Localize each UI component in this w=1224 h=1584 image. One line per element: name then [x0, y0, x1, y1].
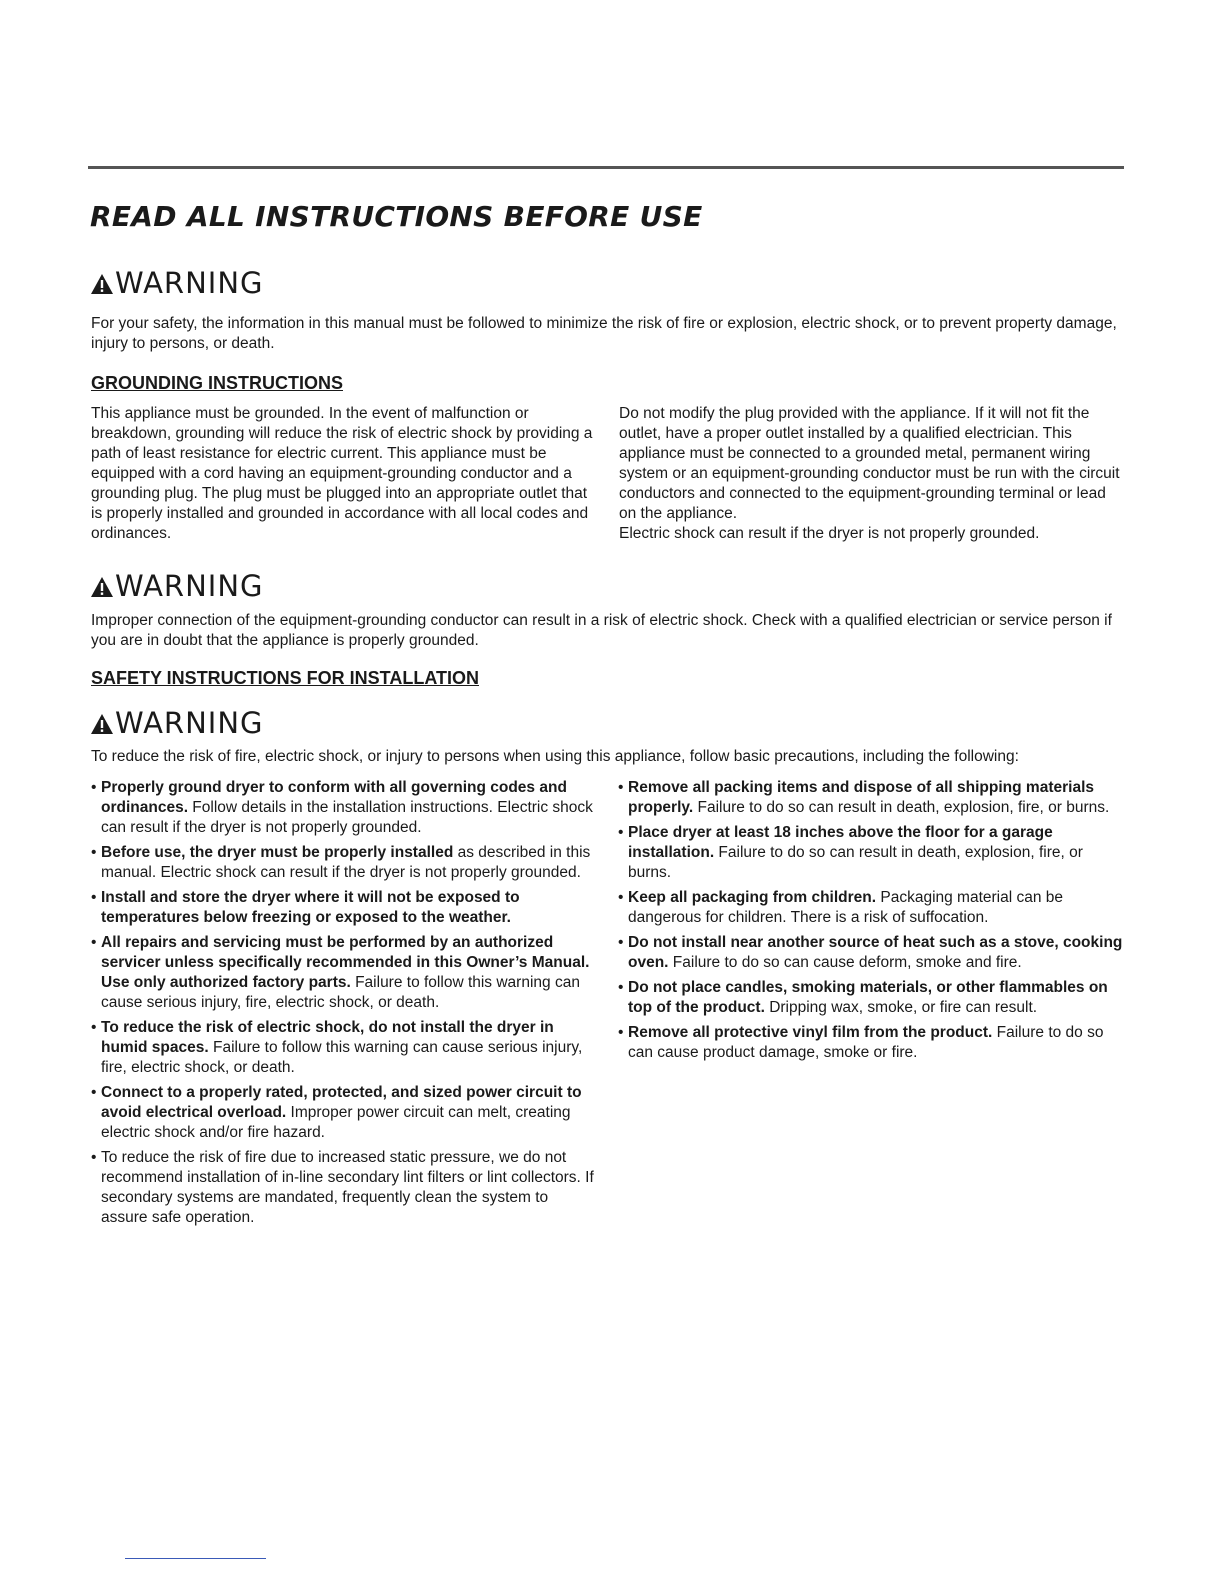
list-item	[91, 888, 596, 928]
top-rule	[88, 166, 1124, 169]
list-item	[618, 823, 1123, 883]
item-text: Failure to do so can result in death, explosion, fire, or burns.	[628, 844, 1083, 881]
item-bold: Before use, the dryer must be properly installed	[101, 844, 454, 861]
warning-triangle-icon	[90, 713, 114, 735]
list-item	[91, 843, 596, 883]
item-text: Failure to do so can result in death, explosion, fire, or burns.	[693, 799, 1110, 816]
installation-heading: SAFETY INSTRUCTIONS FOR INSTALLATION	[91, 668, 479, 688]
item-bold: All repairs and servicing must be performed by an authorized servicer unless specifically recommended in this Owner’s Manual. Use only authorized factory parts.	[101, 934, 590, 991]
item-bold: Connect to a properly rated, protected, and sized power circuit to avoid electrical overload.	[101, 1084, 582, 1121]
footer-rule	[125, 1558, 266, 1559]
item-text: Packaging material can be dangerous for children. There is a risk of suffocation.	[628, 889, 1064, 926]
warning-text: For your safety, the information in this manual must be followed to minimize the risk of fire or explosion, electric shock, or to prevent property damage, injury to persons, or death.	[91, 315, 1117, 352]
list-item	[91, 1148, 596, 1228]
item-bold: Keep all packaging from children.	[628, 889, 877, 906]
item-text: Failure to follow this warning can cause serious injury, fire, electric shock, or death.	[101, 974, 580, 1011]
grounding-right-note: Electric shock can result if the dryer is not properly grounded.	[619, 525, 1040, 542]
grounding-right-column	[619, 404, 1124, 544]
list-item	[91, 933, 596, 1013]
page-title: READ ALL INSTRUCTIONS BEFORE USE	[90, 200, 703, 233]
item-text: Failure to do so can cause deform, smoke and fire.	[668, 954, 1022, 971]
item-text: Failure to do so can cause product damage, smoke or fire.	[628, 1024, 1104, 1061]
item-bold: Remove all packing items and dispose of all shipping materials properly.	[628, 779, 1094, 816]
grounding-heading: GROUNDING INSTRUCTIONS	[91, 373, 343, 393]
list-item	[618, 1023, 1123, 1063]
item-bold: Place dryer at least 18 inches above the floor for a garage installation.	[628, 824, 1053, 861]
installation-right-list	[618, 778, 1123, 1068]
warning-label: WARNING	[115, 266, 264, 300]
warning-triangle-icon	[90, 273, 114, 295]
item-bold: Remove all protective vinyl film from the product.	[628, 1024, 993, 1041]
list-item	[91, 1018, 596, 1078]
list-item	[618, 933, 1123, 973]
warning-triangle-icon	[90, 576, 114, 598]
item-text: To reduce the risk of fire due to increased static pressure, we do not recommend installation of in-line secondary lint filters or lint collectors. If secondary systems are mandated, frequently clean the system to assure safe operation.	[101, 1149, 594, 1226]
item-text: Failure to follow this warning can cause serious injury, fire, electric shock, or death.	[101, 1039, 583, 1076]
grounding-left-text: This appliance must be grounded. In the event of malfunction or breakdown, grounding will reduce the risk of electric shock by providing a path of least resistance for electric current. This appliance must be equipped with a cord having an equipment-grounding conductor and a grounding plug. The plug must be plugged into an appropriate outlet that is properly installed and grounded in accordance with all local codes and ordinances.	[91, 405, 593, 542]
list-item	[618, 778, 1123, 818]
list-item	[618, 978, 1123, 1018]
list-item	[91, 778, 596, 838]
item-bold: Do not install near another source of heat such as a stove, cooking oven.	[628, 934, 1123, 971]
warning-heading	[90, 569, 264, 603]
list-item	[91, 1083, 596, 1143]
item-text: Follow details in the installation instructions. Electric shock can result if the dryer is not properly grounded.	[101, 799, 593, 836]
item-text: Dripping wax, smoke, or fire can result.	[764, 999, 1038, 1016]
item-bold: To reduce the risk of electric shock, do not install the dryer in humid spaces.	[101, 1019, 554, 1056]
warning-heading	[90, 706, 264, 740]
item-bold: Install and store the dryer where it will not be exposed to temperatures below freezing or exposed to the weather.	[101, 889, 520, 926]
installation-intro: To reduce the risk of fire, electric shock, or injury to persons when using this appliance, follow basic precautions, including the following:	[91, 748, 1019, 765]
warning-label: WARNING	[115, 569, 264, 603]
warning-label: WARNING	[115, 706, 264, 740]
installation-left-list	[91, 778, 596, 1233]
item-bold: Do not place candles, smoking materials, or other flammables on top of the product.	[628, 979, 1108, 1016]
grounding-right-text: Do not modify the plug provided with the appliance. If it will not fit the outlet, have a proper outlet installed by a qualified electrician. This appliance must be connected to a grounded metal, permanent wiring system or an equipment-grounding conductor must be run with the circuit conductors and connected to the equipment-grounding terminal or lead on the appliance.	[619, 405, 1120, 522]
item-text: Improper power circuit can melt, creating electric shock and/or fire hazard.	[101, 1104, 571, 1141]
item-text: as described in this manual. Electric shock can result if the dryer is not properly grounded.	[101, 844, 591, 881]
list-item	[618, 888, 1123, 928]
item-bold: Properly ground dryer to conform with all governing codes and ordinances.	[101, 779, 567, 816]
warning-heading	[90, 266, 264, 300]
warning-text: Improper connection of the equipment-grounding conductor can result in a risk of electric shock. Check with a qualified electrician or service person if you are in doubt that the appliance is properly grounded.	[91, 612, 1112, 649]
